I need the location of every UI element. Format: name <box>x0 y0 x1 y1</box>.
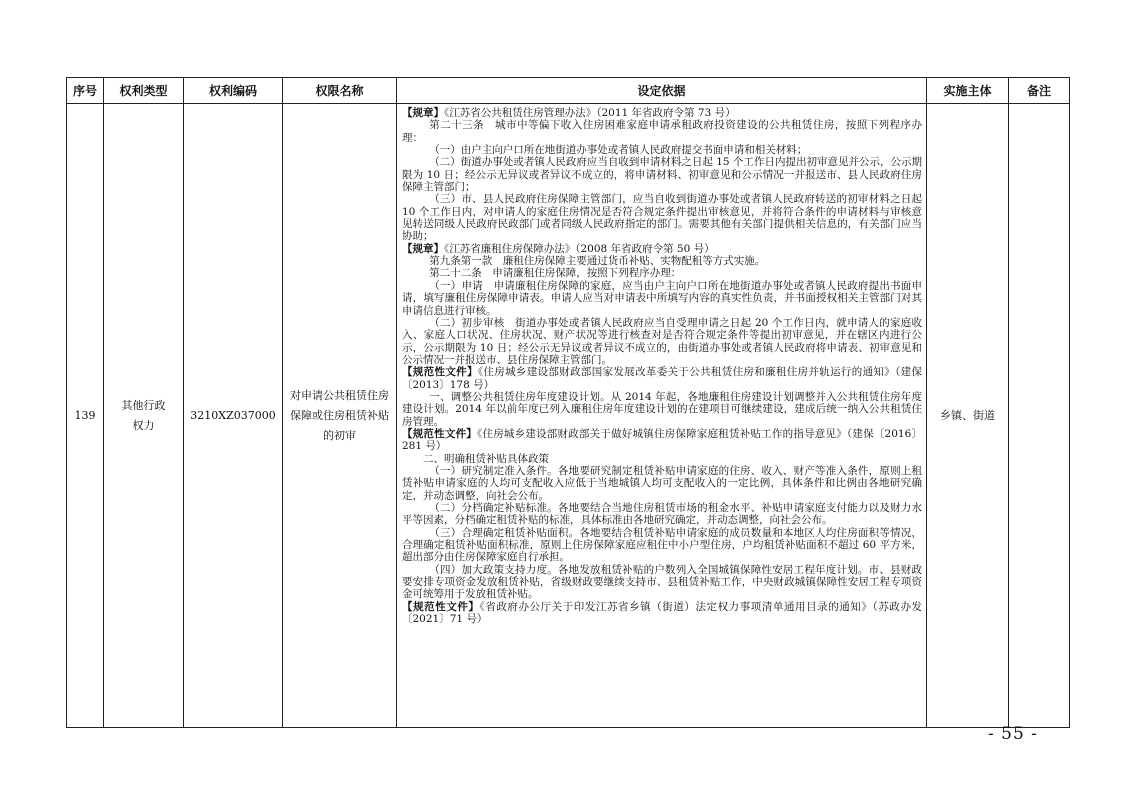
cell-name <box>283 104 397 728</box>
basis-paragraph <box>402 193 922 242</box>
basis-text-span: （一）申请 申请廉租住房保障的家庭，应当由户主向户口所在地街道办事处或者镇人民政府提出书面申请，填写廉租住房保障申请表。申请人应当对申请表中所填写内容的真实性负责，并书面授权相关主管部门对其申请信息进行审核。 <box>402 279 922 317</box>
basis-text-span: 《省政府办公厅关于印发江苏省乡镇（街道）法定权力事项清单通用目录的通知》（苏政办发〔2021〕71 号） <box>402 600 923 626</box>
basis-text-span: （二）分档确定补贴标准。各地要结合当地住房租赁市场的租金水平、补贴申请家庭支付能力以及财力水平等因素，分档确定租赁补贴的标准，具体标准由各地研究确定，并动态调整，向社会公布。 <box>402 502 922 527</box>
basis-paragraph <box>402 366 922 391</box>
basis-paragraph <box>402 391 922 428</box>
basis-text-span: 二、明确租赁补贴具体政策 <box>423 452 549 465</box>
basis-text-span: 《住房城乡建设部财政部国家发展改革委关于公共租赁住房和廉租住房并轨运行的通知》（建保〔2013〕178 号） <box>402 366 923 391</box>
basis-paragraph <box>402 144 922 156</box>
cell-seq: 139 <box>67 104 104 728</box>
basis-paragraph <box>402 280 922 317</box>
basis-text-span: （三）市、县人民政府住房保障主管部门，应当自收到街道办事处或者镇人民政府转送的初审材料之日起 10 个工作日内，对申请人的家庭住房情况是否符合规定条件提出审核意见，并将符合条件的申请材料与审核意见转送同级人民政府民政部门或者同级人民政府指定的部门。需要其他有关部门提供相关信息的，有关部门应当协助； <box>402 193 922 243</box>
basis-paragraph <box>402 107 922 119</box>
basis-text-span: 第九条第一款 廉租住房保障主要通过货币补贴、实物配租等方式实施。 <box>429 255 766 268</box>
basis-paragraph <box>402 267 922 279</box>
basis-paragraph <box>402 255 922 267</box>
basis-paragraph <box>402 156 922 193</box>
basis-paragraph <box>402 453 922 465</box>
cell-name-text: 对申请公共租赁住房保障或住房租赁补贴的初审 <box>290 388 389 442</box>
basis-text-span: 《江苏省廉租住房保障办法》（2008 年省政府令第 50 号） <box>444 242 715 255</box>
table-header-row <box>67 78 1070 104</box>
header-implementer: 实施主体 <box>927 78 1009 104</box>
basis-tag: 【规章】 <box>402 242 444 255</box>
table-row <box>67 104 1070 728</box>
basis-tag: 【规范性文件】 <box>402 427 478 440</box>
rights-table <box>66 77 1070 728</box>
basis-paragraph <box>402 564 922 601</box>
basis-tag: 【规章】 <box>402 107 444 119</box>
basis-text-span: （二）街道办事处或者镇人民政府应当自收到申请材料之日起 15 个工作日内提出初审意见并公示，公示期限为 10 日；经公示无异议或者异议不成立的，将申请材料、初审意见和公示情况一并报送市、县人民政府住房保障主管部门； <box>402 156 922 194</box>
basis-text-span: （一）研究制定准入条件。各地要研究制定租赁补贴申请家庭的住房、收入、财产等准入条件，原则上租赁补贴申请家庭的人均可支配收入应低于当地城镇人均可支配收入的一定比例，具体条件和比例由各地研究确定，并动态调整，向社会公布。 <box>402 464 922 502</box>
basis-tag: 【规范性文件】 <box>402 600 480 613</box>
header-basis: 设定依据 <box>397 78 927 104</box>
header-name: 权限名称 <box>283 78 397 104</box>
basis-paragraph <box>402 119 922 144</box>
basis-text-span: 第二十二条 申请廉租住房保障，按照下列程序办理： <box>429 267 682 280</box>
basis-text <box>402 107 922 625</box>
basis-text-span: （一）由户主向户口所在地街道办事处或者镇人民政府提交书面申请和相关材料； <box>429 144 808 157</box>
basis-text-span: 一、调整公共租赁住房年度建设计划。从 2014 年起，各地廉租住房建设计划调整并入公共租赁住房年度建设计划。2014 年以前年度已列入廉租住房年度建设计划的在建项目可继续建设，建成后统一纳入公共租赁住房管理。 <box>402 390 922 428</box>
page-number: - 55 - <box>988 724 1038 744</box>
basis-text-span: （四）加大政策支持力度。各地发放租赁补贴的户数列入全国城镇保障性安居工程年度计划。市、县财政要安排专项资金发放租赁补贴，省级财政要继续支持市、县租赁补贴工作，中央财政城镇保障性安居工程专项资金可统筹用于发放租赁补贴。 <box>402 563 922 601</box>
basis-text-span: （三）合理确定租赁补贴面积。各地要结合租赁补贴申请家庭的成员数量和本地区人均住房面积等情况，合理确定租赁补贴面积标准，原则上住房保障家庭应租住中小户型住房，户均租赁补贴面积不超过 60 平方米，超出部分由住房保障家庭自行承担。 <box>402 526 922 564</box>
basis-paragraph <box>402 243 922 255</box>
basis-text-span: 第二十三条 城市中等偏下收入住房困难家庭申请承租政府投资建设的公共租赁住房，按照下列程序办理： <box>402 119 922 144</box>
basis-paragraph <box>402 502 922 527</box>
basis-paragraph <box>402 317 922 366</box>
header-remark: 备注 <box>1009 78 1070 104</box>
header-code: 权利编码 <box>184 78 283 104</box>
basis-paragraph <box>402 465 922 502</box>
basis-text-span: （二）初步审核 街道办事处或者镇人民政府应当自受理申请之日起 20 个工作日内，就申请人的家庭收入、家庭人口状况、住房状况、财产状况等进行核查对是否符合规定条件等提出初审意见，并在辖区内进行公示，公示期限为 10 日；经公示无异议或者异议不成立的，由街道办事处或者镇人民政府将申请表、初审意见和公示情况一并报送市、县住房保障主管部门。 <box>402 316 922 366</box>
basis-tag: 【规范性文件】 <box>402 366 478 379</box>
cell-basis <box>397 104 927 728</box>
cell-implementer: 乡镇、街道 <box>927 104 1009 728</box>
basis-text-span: 《住房城乡建设部财政部关于做好城镇住房保障家庭租赁补贴工作的指导意见》（建保〔2016〕281 号） <box>402 427 922 453</box>
cell-remark <box>1009 104 1070 728</box>
basis-text-span: 《江苏省公共租赁住房管理办法》（2011 年省政府令第 73 号） <box>444 107 736 119</box>
basis-paragraph <box>402 428 922 453</box>
cell-type <box>104 104 184 728</box>
basis-paragraph <box>402 601 922 626</box>
cell-type-text: 其他行政权力 <box>121 398 166 432</box>
cell-code: 3210XZ037000 <box>184 104 283 728</box>
basis-paragraph <box>402 527 922 564</box>
header-type: 权利类型 <box>104 78 184 104</box>
header-seq: 序号 <box>67 78 104 104</box>
